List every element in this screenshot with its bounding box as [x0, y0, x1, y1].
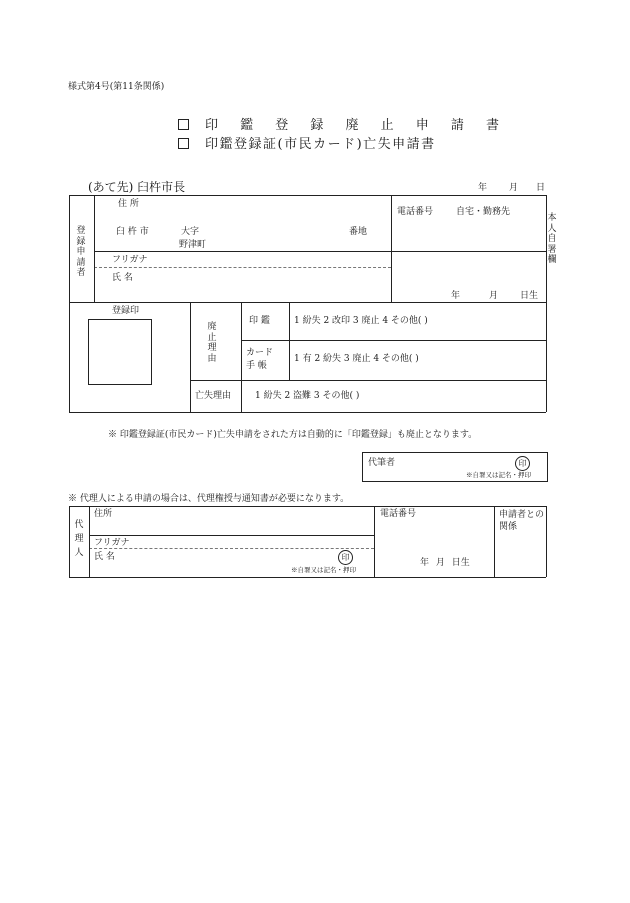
seal-impression-box[interactable] — [88, 319, 152, 385]
agent-address-label: 住所 — [94, 509, 113, 519]
seal-row-options[interactable]: 1 紛失 2 改印 3 廃止 4 その他( ) — [294, 316, 428, 326]
agent-side-label: 代理人 — [74, 520, 84, 558]
self-signature-side-label: 本人自署欄 — [547, 213, 557, 265]
card-row-label-2: 手 帳 — [246, 361, 267, 371]
banchi-label: 番地 — [349, 227, 368, 237]
title-abolish: 印 鑑 登 録 廃 止 申 請 書 — [178, 118, 508, 134]
birth-month-label: 月 — [489, 291, 499, 301]
applicant-side-label: 登録申請者 — [76, 226, 86, 278]
date-month-label: 月 — [509, 183, 519, 193]
town-name: 野津町 — [179, 240, 207, 250]
title-loss: 印鑑登録証(市民カード)亡失申請書 — [178, 137, 436, 153]
loss-checkbox[interactable] — [178, 138, 189, 149]
agent-address-input[interactable] — [91, 519, 372, 534]
scribe-seal-mark: 印 — [515, 456, 530, 471]
agent-phone-label: 電話番号 — [380, 509, 417, 519]
loss-reason-label: 亡失理由 — [195, 391, 232, 401]
phone-input[interactable] — [393, 220, 544, 250]
card-row-options[interactable]: 1 有 2 紛失 3 廃止 4 その他( ) — [294, 354, 419, 364]
agent-relation-label: 申請者との関係 — [499, 510, 545, 532]
agent-relation-input[interactable] — [496, 537, 545, 576]
note-auto-abolish: ※ 印鑑登録証(市民カード)亡失申請をされた方は自動的に「印鑑登録」も廃止となります。 — [108, 430, 478, 440]
loss-reason-options[interactable]: 1 紛失 2 盗難 3 その他( ) — [255, 391, 360, 401]
note-agent: ※ 代理人による申請の場合は、代理権授与通知書が必要になります。 — [68, 494, 350, 504]
birth-day-label: 日生 — [520, 291, 539, 301]
phone-label: 電話番号 — [397, 207, 434, 217]
name-label: 氏 名 — [112, 273, 133, 283]
agent-sub-note: ※自署又は記名・押印 — [291, 566, 356, 574]
date-day-label: 日 — [536, 183, 546, 193]
addressee: (あて先) 臼杵市長 — [88, 180, 186, 194]
date-year-label: 年 — [478, 183, 488, 193]
card-row-label-1: カード — [246, 348, 274, 358]
agent-seal-mark: 印 — [338, 550, 353, 565]
agent-furigana-label: フリガナ — [94, 538, 130, 548]
registered-seal-label: 登録印 — [112, 306, 140, 316]
form-number: 様式第4号(第11条関係) — [68, 82, 165, 92]
phone-type: 自宅・勤務先 — [456, 207, 511, 217]
agent-name-label: 氏 名 — [94, 552, 115, 562]
abolish-reason-label: 廃止理由 — [207, 322, 217, 364]
city-name: 臼 杵 市 — [116, 227, 149, 237]
abolish-checkbox[interactable] — [178, 119, 189, 130]
agent-birth-label: 年 月 日生 — [420, 558, 470, 568]
scribe-label: 代筆者 — [368, 458, 396, 468]
name-input[interactable] — [150, 269, 388, 301]
birth-year-label: 年 — [451, 291, 461, 301]
seal-row-label: 印 鑑 — [249, 316, 270, 326]
agent-phone-input[interactable] — [376, 519, 492, 534]
furigana-label: フリガナ — [112, 255, 148, 265]
district-label: 大字 — [181, 227, 200, 237]
scribe-sub-note: ※自署又は記名・押印 — [466, 471, 531, 479]
address-label: 住 所 — [118, 199, 139, 209]
address-input[interactable] — [96, 210, 389, 250]
